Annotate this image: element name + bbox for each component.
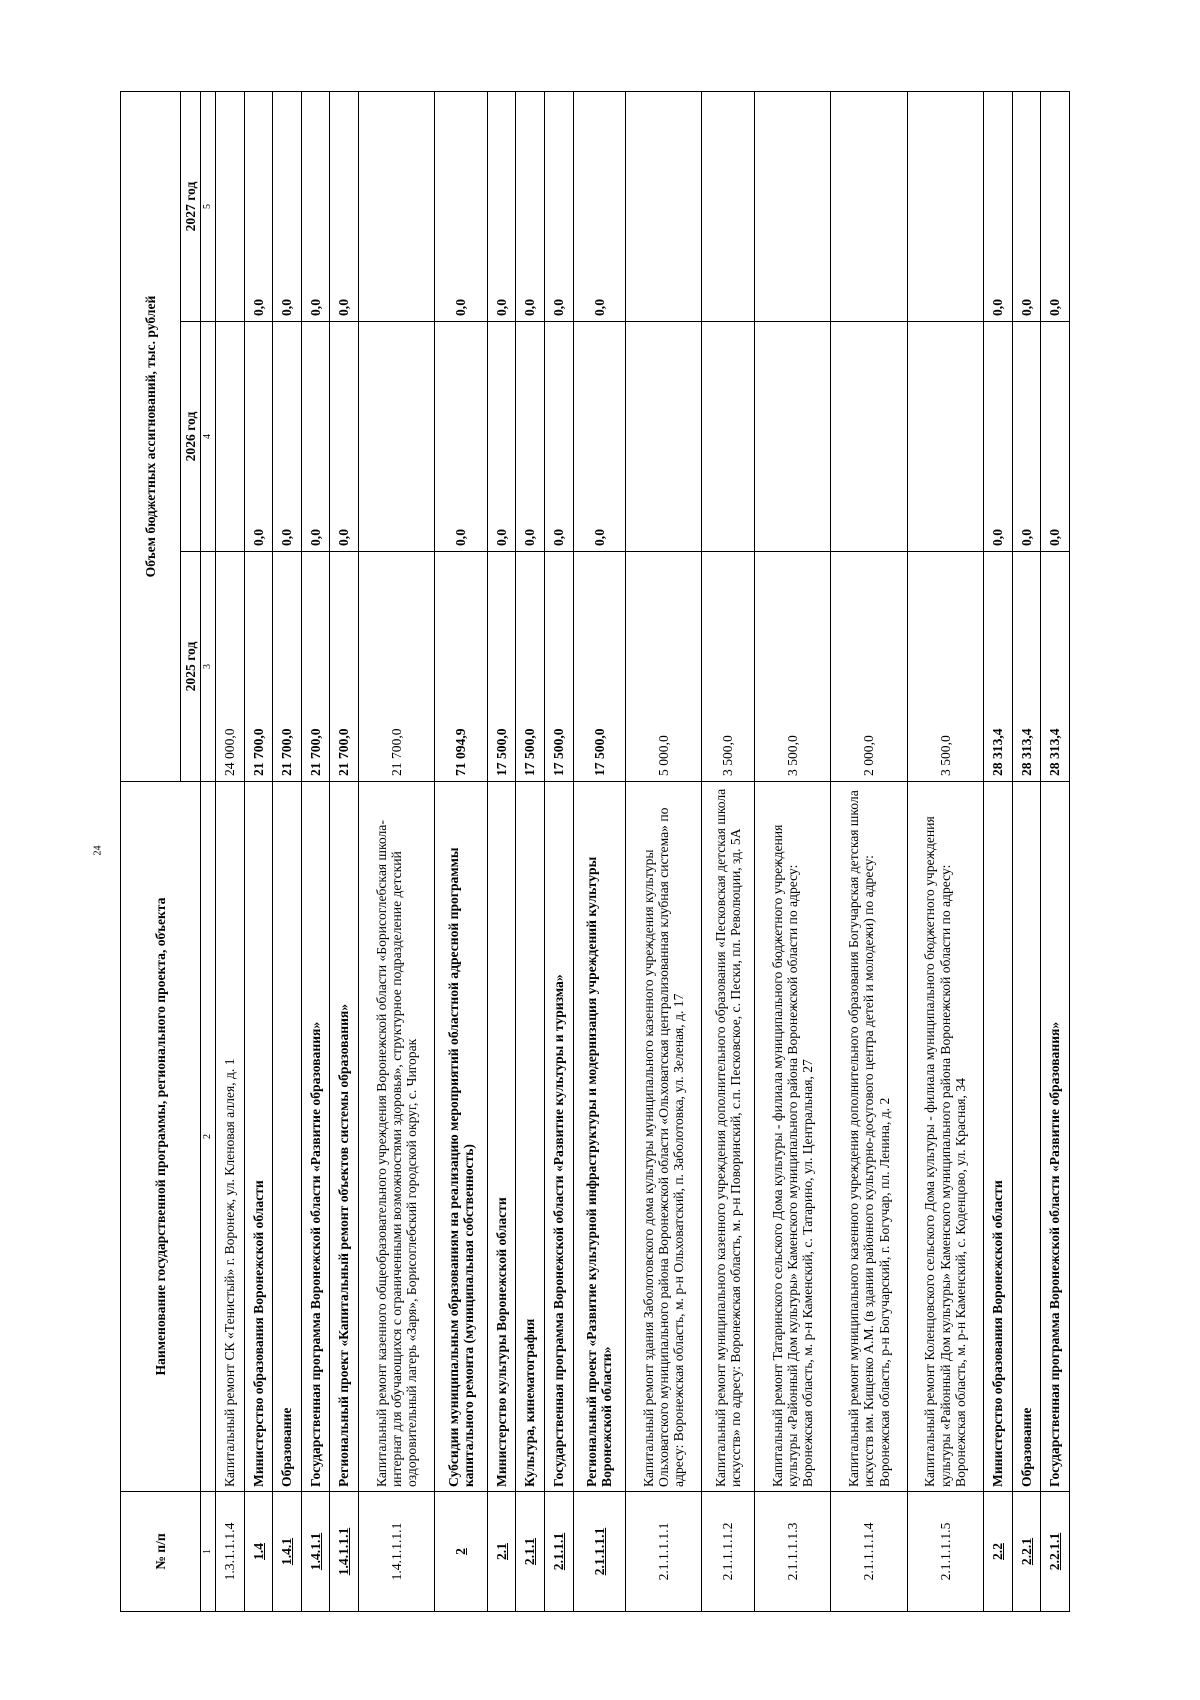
value-2025: 5 000,0 <box>626 552 702 782</box>
value-2026 <box>907 322 983 552</box>
value-2026 <box>216 322 245 552</box>
table-row <box>831 92 907 1612</box>
value-2027: 0,0 <box>1041 92 1070 322</box>
value-2026: 0,0 <box>330 322 359 552</box>
table-row <box>216 92 245 1612</box>
row-name: Образование <box>1012 782 1041 1492</box>
value-2025: 24 000,0 <box>216 552 245 782</box>
value-2025: 17 500,0 <box>573 552 625 782</box>
value-2026: 0,0 <box>1012 322 1041 552</box>
row-name: Капитальный ремонт Татаринского сельского Дома культуры - филиала муниципального бюджетного учреждения культуры «Районный Дом культуры» Каменского муниципального района Воронежской области по адресу: Воронежская область, м. р-н Каменский, с. Татарино, ул. Центральная, 27 <box>754 782 830 1492</box>
value-2027 <box>754 92 830 322</box>
row-number: 1.4.1 <box>273 1492 302 1612</box>
value-2027: 0,0 <box>435 92 487 322</box>
value-2025: 3 500,0 <box>702 552 754 782</box>
row-name: Субсидии муниципальным образованиям на реализацию мероприятий областной адресной программы капитального ремонта (муниципальная собственность) <box>435 782 487 1492</box>
value-2027: 0,0 <box>984 92 1013 322</box>
row-number: 1.4.1.1.1 <box>330 1492 359 1612</box>
table-row <box>435 92 487 1612</box>
row-name: Культура, кинематография <box>516 782 545 1492</box>
table-body <box>216 92 1070 1612</box>
value-2026: 0,0 <box>301 322 330 552</box>
value-2027 <box>907 92 983 322</box>
row-name: Капитальный ремонт казенного общеобразовательного учреждения Воронежской области «Борисоглебская школа-интернат для обучающихся с ограниченными возможностями здоровья», структурное подразделение детский оздоровительный лагерь «Заря», Борисоглебский городской округ, с. Чигорак <box>358 782 434 1492</box>
value-2025: 71 094,9 <box>435 552 487 782</box>
budget-table-container <box>120 92 1070 1612</box>
table-row <box>301 92 330 1612</box>
row-number: 1.3.1.1.1.4 <box>216 1492 245 1612</box>
row-number: 2.1.1.1 <box>544 1492 573 1612</box>
value-2026: 0,0 <box>273 322 302 552</box>
value-2027 <box>831 92 907 322</box>
value-2025: 21 700,0 <box>273 552 302 782</box>
row-number: 2.1.1.1.1.3 <box>754 1492 830 1612</box>
row-number: 1.4 <box>244 1492 273 1612</box>
value-2025: 28 313,4 <box>984 552 1013 782</box>
row-name: Государственная программа Воронежской области «Развитие образования» <box>1041 782 1070 1492</box>
table-row <box>330 92 359 1612</box>
row-name: Министерство образования Воронежской области <box>984 782 1013 1492</box>
value-2025: 17 500,0 <box>516 552 545 782</box>
value-2027: 0,0 <box>1012 92 1041 322</box>
value-2027: 0,0 <box>330 92 359 322</box>
value-2026: 0,0 <box>487 322 516 552</box>
value-2026: 0,0 <box>573 322 625 552</box>
value-2026 <box>831 322 907 552</box>
row-name: Капитальный ремонт СК «Тенистый» г. Воронеж, ул. Кленовая аллея, д. 1 <box>216 782 245 1492</box>
value-2025: 28 313,4 <box>1041 552 1070 782</box>
table-row <box>754 92 830 1612</box>
value-2027 <box>626 92 702 322</box>
table-row <box>702 92 754 1612</box>
row-name: Капитальный ремонт муниципального казенного учреждения дополнительного образования «Песковская детская школа искусств» по адресу: Воронежская область, м. р-н Поворинский, с.п. Песковское, с. Пески, пл. Революции, зд. 5А <box>702 782 754 1492</box>
header-budget: Объем бюджетных ассигнований, тыс. рублей <box>121 92 181 782</box>
value-2027: 0,0 <box>516 92 545 322</box>
column-index: 1 <box>201 1492 216 1612</box>
header-name: Наименование государственной программы, регионального проекта, объекта <box>121 782 201 1492</box>
value-2025: 21 700,0 <box>301 552 330 782</box>
header-year-2026: 2026 год <box>181 322 201 552</box>
value-2026: 0,0 <box>1041 322 1070 552</box>
value-2026 <box>626 322 702 552</box>
value-2027: 0,0 <box>573 92 625 322</box>
table-row <box>487 92 516 1612</box>
value-2026: 0,0 <box>544 322 573 552</box>
budget-table <box>120 91 1070 1612</box>
value-2027: 0,0 <box>301 92 330 322</box>
value-2025: 3 500,0 <box>754 552 830 782</box>
table-row <box>544 92 573 1612</box>
column-index: 2 <box>201 782 216 1492</box>
page-number: 24 <box>92 845 104 856</box>
row-number: 1.4.1.1.1.1 <box>358 1492 434 1612</box>
table-row <box>273 92 302 1612</box>
row-name: Министерство образования Воронежской области <box>244 782 273 1492</box>
row-name: Министерство культуры Воронежской области <box>487 782 516 1492</box>
row-name: Региональный проект «Развитие культурной инфраструктуры и модернизация учреждений культуры Воронежской области» <box>573 782 625 1492</box>
table-row <box>1012 92 1041 1612</box>
row-number: 2.1.1.1.1.1 <box>626 1492 702 1612</box>
row-number: 2.1 <box>487 1492 516 1612</box>
row-number: 1.4.1.1 <box>301 1492 330 1612</box>
row-number: 2.1.1.1.1.4 <box>831 1492 907 1612</box>
value-2025: 21 700,0 <box>244 552 273 782</box>
header-year-2027: 2027 год <box>181 92 201 322</box>
value-2026 <box>754 322 830 552</box>
value-2025: 21 700,0 <box>358 552 434 782</box>
value-2027 <box>702 92 754 322</box>
value-2025: 21 700,0 <box>330 552 359 782</box>
table-row <box>984 92 1013 1612</box>
header-year-2025: 2025 год <box>181 552 201 782</box>
value-2025: 3 500,0 <box>907 552 983 782</box>
row-name: Капитальный ремонт Коленцовского сельского Дома культуры - филиала муниципального бюджетного учреждения культуры «Районный Дом культуры» Каменского муниципального района Воронежской области по адресу: Воронежская область, м. р-н Каменский, с. Коденцово, ул. Красная, 34 <box>907 782 983 1492</box>
row-name: Капитальный ремонт здания Заболотовского дома культуры муниципального казенного учреждения культуры Ольховатского муниципального района Воронежской области «Ольховатская централизованная клубная система» по адресу: Воронежская область, м. р-н Ольховатский, п. Заболотовка, ул. Зеленая, д. 17 <box>626 782 702 1492</box>
row-name: Государственная программа Воронежской области «Развитие образования» <box>301 782 330 1492</box>
row-name: Капитальный ремонт муниципального казенного учреждения дополнительного образования Богучарская детская школа искусств им. Кищенко А.М. (в здании районного культурно-досугового центра детей и молодежи) по адресу: Воронежская область, р-н Богучарский, г. Богучар, пл. Ленина, д. 2 <box>831 782 907 1492</box>
row-number: 2 <box>435 1492 487 1612</box>
row-name: Региональный проект «Капитальный ремонт объектов системы образования» <box>330 782 359 1492</box>
row-name: Образование <box>273 782 302 1492</box>
value-2027: 0,0 <box>487 92 516 322</box>
value-2026 <box>358 322 434 552</box>
table-row <box>626 92 702 1612</box>
row-number: 2.2.1 <box>1012 1492 1041 1612</box>
value-2027: 0,0 <box>244 92 273 322</box>
column-index: 3 <box>201 552 216 782</box>
table-row <box>358 92 434 1612</box>
row-number: 2.1.1.1.1.2 <box>702 1492 754 1612</box>
row-number: 2.1.1 <box>516 1492 545 1612</box>
value-2026: 0,0 <box>244 322 273 552</box>
header-number: № п/п <box>121 1492 201 1612</box>
value-2026: 0,0 <box>516 322 545 552</box>
table-row <box>244 92 273 1612</box>
value-2025: 17 500,0 <box>487 552 516 782</box>
row-number: 2.2 <box>984 1492 1013 1612</box>
column-index: 5 <box>201 92 216 322</box>
value-2026: 0,0 <box>984 322 1013 552</box>
row-name: Государственная программа Воронежской области «Развитие культуры и туризма» <box>544 782 573 1492</box>
value-2025: 28 313,4 <box>1012 552 1041 782</box>
column-index: 4 <box>201 322 216 552</box>
row-number: 2.1.1.1.1 <box>573 1492 625 1612</box>
table-header <box>121 92 216 1612</box>
value-2027: 0,0 <box>544 92 573 322</box>
value-2026: 0,0 <box>435 322 487 552</box>
table-row <box>907 92 983 1612</box>
table-row <box>516 92 545 1612</box>
row-number: 2.1.1.1.1.5 <box>907 1492 983 1612</box>
value-2027: 0,0 <box>273 92 302 322</box>
value-2026 <box>702 322 754 552</box>
value-2025: 2 000,0 <box>831 552 907 782</box>
table-row <box>573 92 625 1612</box>
value-2027 <box>358 92 434 322</box>
value-2025: 17 500,0 <box>544 552 573 782</box>
value-2027 <box>216 92 245 322</box>
row-number: 2.2.1.1 <box>1041 1492 1070 1612</box>
table-row <box>1041 92 1070 1612</box>
